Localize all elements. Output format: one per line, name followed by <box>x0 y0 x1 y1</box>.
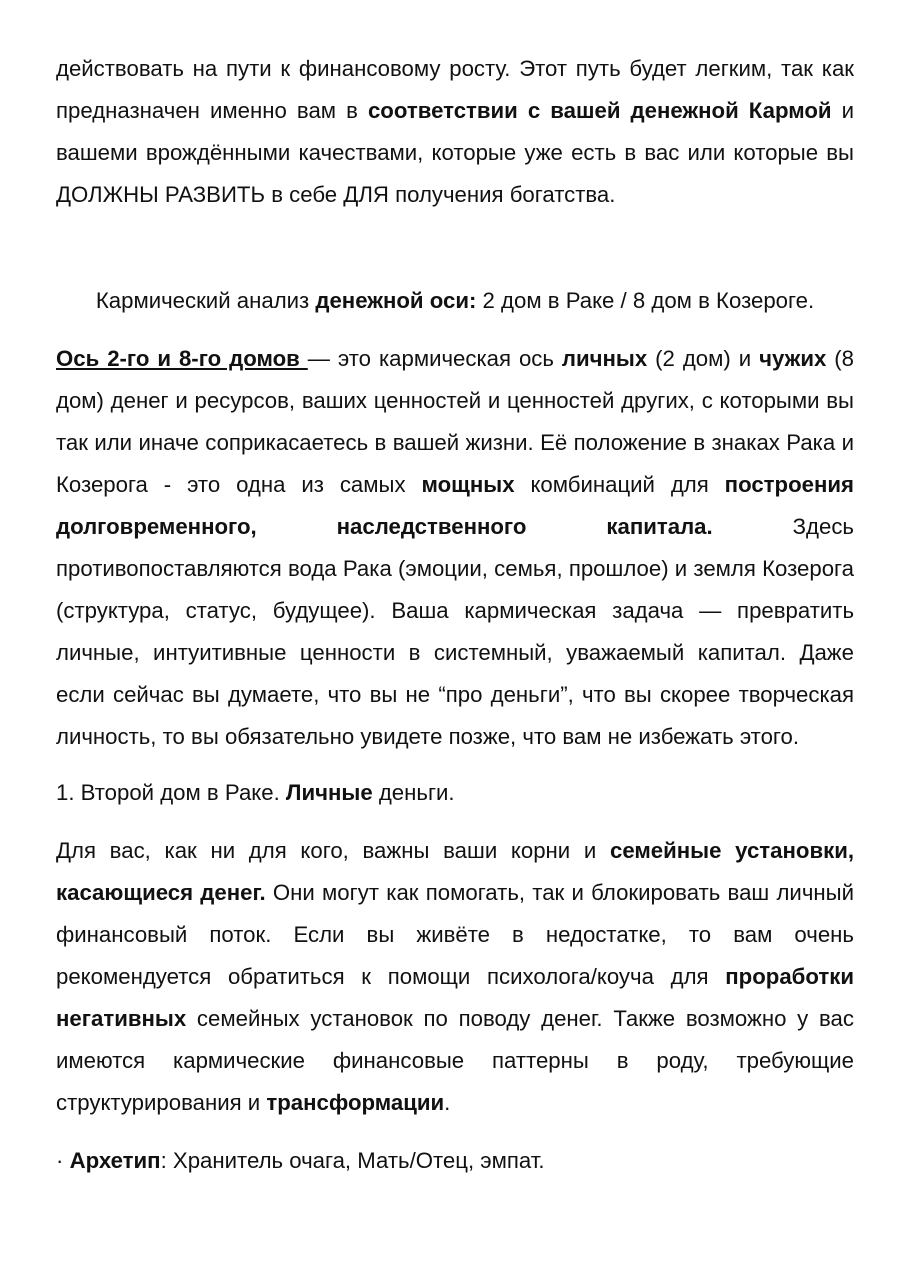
item1-text-2: деньги. <box>372 780 455 805</box>
intro-paragraph <box>56 48 854 216</box>
axis-text-3: (8 дом) денег и ресурсов, ваших ценностей и ценностей других, с которыми вы так или иначе соприкасаетесь в вашей жизни. Её положение в знаках Рака и Козерога - это одна из самых <box>56 346 854 497</box>
item1-para-text-4: . <box>444 1090 451 1115</box>
intro-text-2: и вашеми врождёнными качествами, которые уже есть в вас или которые вы ДОЛЖНЫ РАЗВИТЬ в себе ДЛЯ получения богатства. <box>56 98 854 207</box>
heading-bold-1: денежной оси: <box>315 288 477 313</box>
intro-text-1: действовать на пути к финансовому росту. Этот путь будет легким, так как предназначен именно вам в <box>56 56 854 123</box>
axis-paragraph <box>56 338 854 758</box>
item1-para-bold-3: трансформации <box>266 1090 445 1115</box>
heading-text-2: 2 дом в Раке / 8 дом в Козероге. <box>476 288 815 313</box>
item1-para-text-1: Для вас, как ни для кого, важны ваши корни и <box>56 838 610 863</box>
archetype-line <box>56 1140 854 1182</box>
archetype-text: : Хранитель очага, Мать/Отец, эмпат. <box>160 1148 545 1173</box>
heading-text-1: Кармический анализ <box>95 288 316 313</box>
item1-para-bold-1: семейные установки, касающиеся денег. <box>56 838 855 905</box>
archetype-label: Архетип <box>69 1148 161 1173</box>
item1-text-1: 1. Второй дом в Раке. <box>56 780 286 805</box>
item1-para-text-2: Они могут как помогать, так и блокировать ваш личный финансовый поток. Если вы живёте в недостатке, то вам очень рекомендуется обратиться к помощи психолога/коуча для <box>56 880 854 989</box>
axis-text-2: (2 дом) и <box>647 346 760 371</box>
axis-text-4: комбинаций для <box>514 472 725 497</box>
intro-bold-1: соответствии с вашей денежной Кармой <box>367 98 832 123</box>
item1-bold-1: Личные <box>285 780 373 805</box>
item1-para-text-3: семейных установок по поводу денег. Также возможно у вас имеются кармические финансовые паттерны в роду, требующие структурирования и <box>56 1006 854 1115</box>
axis-text-5: Здесь противопоставляются вода Рака (эмоции, семья, прошлое) и земля Козерога (структура, статус, будущее). Ваша кармическая задача — превратить личные, интуитивные ценности в системный, уважаемый капитал. Даже если сейчас вы думаете, что вы не “про деньги”, что вы скорее творческая личность, то вы обязательно увидете позже, что вам не избежать этого. <box>56 514 854 749</box>
axis-bold-4: построения долговременного, наследственного капитала. <box>56 472 854 539</box>
axis-bold-2: чужих <box>759 346 827 371</box>
axis-bold-1: личных <box>561 346 648 371</box>
axis-bold-3: мощных <box>421 472 515 497</box>
item-1-heading <box>56 772 854 814</box>
item-1-paragraph <box>56 830 854 1124</box>
section-heading <box>56 280 854 322</box>
bullet-marker: · <box>56 1148 70 1173</box>
item1-para-bold-2: проработки негативных <box>56 964 854 1031</box>
axis-text-1: — это кармическая ось <box>307 346 562 371</box>
axis-title: Ось 2-го и 8-го домов <box>56 346 308 371</box>
